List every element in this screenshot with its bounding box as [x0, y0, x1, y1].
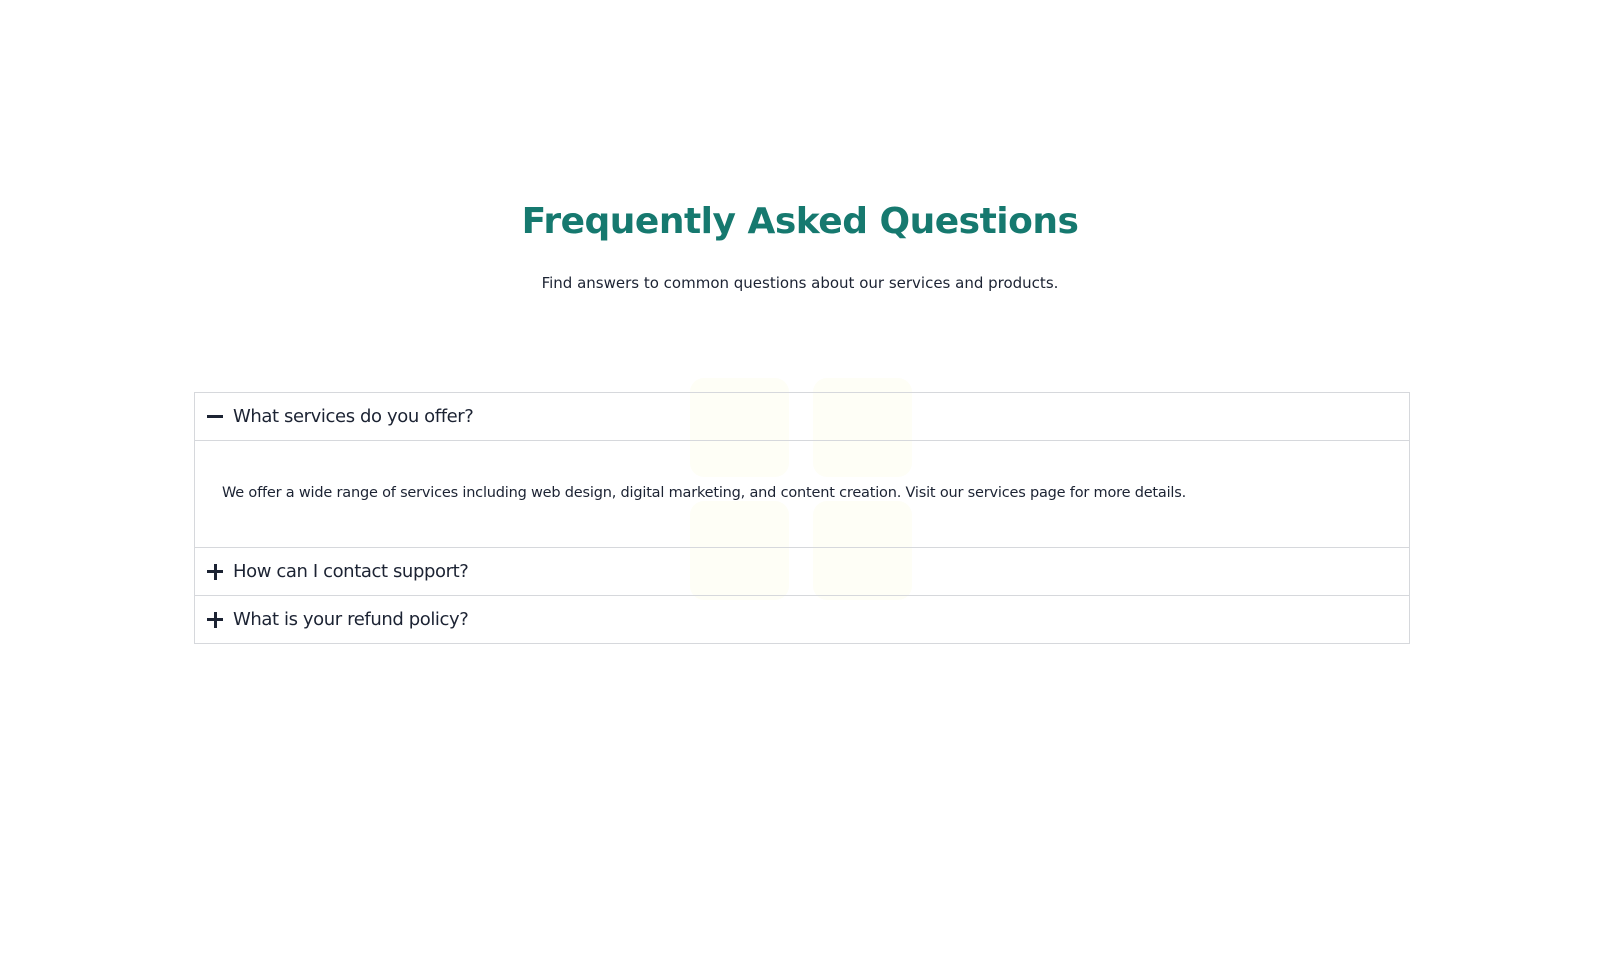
- minus-icon: [207, 409, 223, 425]
- plus-icon: [207, 612, 223, 628]
- faq-answer-panel: [195, 440, 1409, 547]
- faq-accordion: [194, 392, 1410, 644]
- faq-question-toggle[interactable]: [195, 393, 1409, 440]
- faq-item: [194, 392, 1410, 548]
- faq-question-toggle[interactable]: [195, 548, 1409, 595]
- faq-question-text: How can I contact support?: [233, 561, 469, 582]
- faq-answer-text: We offer a wide range of services including web design, digital marketing, and content creation. Visit our services page for more details.: [222, 485, 1187, 501]
- faq-question-text: What services do you offer?: [233, 406, 474, 427]
- plus-icon: [207, 564, 223, 580]
- faq-item: [194, 595, 1410, 644]
- faq-question-text: What is your refund policy?: [233, 609, 469, 630]
- faq-question-toggle[interactable]: [195, 596, 1409, 643]
- page-title: Frequently Asked Questions: [521, 201, 1079, 242]
- faq-item: [194, 547, 1410, 596]
- page-subtitle: Find answers to common questions about our services and products.: [541, 274, 1059, 292]
